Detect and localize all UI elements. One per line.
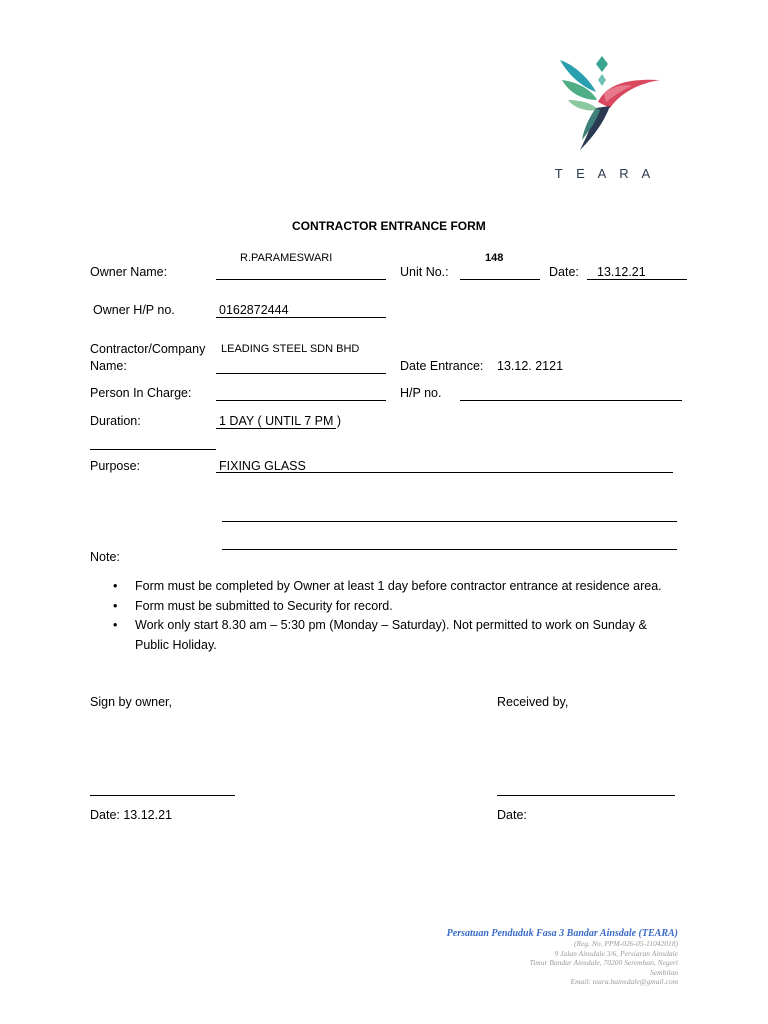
- unit-value: 148: [485, 252, 504, 264]
- purpose-line-1: [216, 472, 673, 473]
- owner-signature-line: [90, 795, 235, 796]
- person-in-charge-line: [216, 400, 386, 401]
- footer-org-name: Persatuan Penduduk Fasa 3 Bandar Ainsdale (TEARA): [446, 928, 678, 939]
- footer-address-line: Sembilan: [650, 967, 678, 977]
- contractor-label-1: Contractor/Company: [90, 342, 206, 356]
- purpose-value: FIXING GLASS: [219, 459, 306, 473]
- owner-name-line: [216, 279, 386, 280]
- footer-email: Email: teara.bainsdale@gmail.com: [570, 977, 678, 986]
- note-item: • Form must be completed by Owner at least 1 day before contractor entrance at residence area.: [113, 577, 673, 597]
- note-item: • Form must be submitted to Security for record.: [113, 597, 673, 617]
- unit-label: Unit No.:: [400, 265, 449, 279]
- owner-sign-date: Date: 13.12.21: [90, 808, 173, 822]
- duration-label: Duration:: [90, 414, 141, 428]
- duration-value: 1 DAY ( UNTIL 7 PM ): [219, 414, 342, 428]
- note-label: Note:: [90, 550, 120, 564]
- contractor-line: [216, 373, 386, 374]
- note-item: • Work only start 8.30 am – 5:30 pm (Monday – Saturday). Not permitted to work on Sunday & Public Holiday.: [113, 616, 673, 655]
- sign-by-owner-label: Sign by owner,: [90, 695, 172, 709]
- footer-address-line: Timur Bandar Ainsdale, 70200 Seremban, Negeri: [529, 958, 678, 967]
- form-title: CONTRACTOR ENTRANCE FORM: [292, 219, 486, 233]
- date-label: Date:: [549, 265, 579, 279]
- person-in-charge-label: Person In Charge:: [90, 386, 192, 400]
- teara-logo: [540, 50, 670, 185]
- hp-label: H/P no.: [400, 386, 442, 400]
- notes-list: [113, 577, 673, 655]
- purpose-label: Purpose:: [90, 459, 141, 473]
- purpose-line-3: [222, 549, 677, 550]
- contractor-label-2: Name:: [90, 359, 127, 373]
- received-sign-date: Date:: [497, 808, 527, 822]
- contractor-value: LEADING STEEL SDN BHD: [221, 343, 360, 355]
- hp-line: [460, 400, 682, 401]
- footer-address-block: [447, 928, 678, 987]
- footer-address-line: 9 Jalan Ainsdale 3/6, Persiaran Ainsdale: [554, 948, 678, 958]
- unit-line: [460, 279, 540, 280]
- received-signature-line: [497, 795, 675, 796]
- owner-hp-line: [216, 317, 386, 318]
- duration-line: [90, 449, 216, 450]
- received-by-label: Received by,: [497, 695, 569, 709]
- date-entrance-value: 13.12. 2121: [497, 359, 564, 373]
- date-entrance-label: Date Entrance:: [400, 359, 484, 373]
- owner-name-label: Owner Name:: [90, 265, 168, 279]
- date-line: [587, 279, 687, 280]
- footer-reg-no: (Reg. No. PPM-026-05-11042018): [573, 939, 678, 948]
- owner-hp-label: Owner H/P no.: [93, 303, 175, 317]
- duration-value-underline: [216, 428, 336, 429]
- date-value: 13.12.21: [597, 265, 646, 279]
- owner-name-value: R.PARAMESWARI: [240, 252, 333, 264]
- purpose-line-2: [222, 521, 677, 522]
- logo-text: T E A R A: [554, 166, 656, 181]
- hummingbird-icon: [540, 50, 670, 160]
- owner-hp-value: 0162872444: [219, 303, 289, 317]
